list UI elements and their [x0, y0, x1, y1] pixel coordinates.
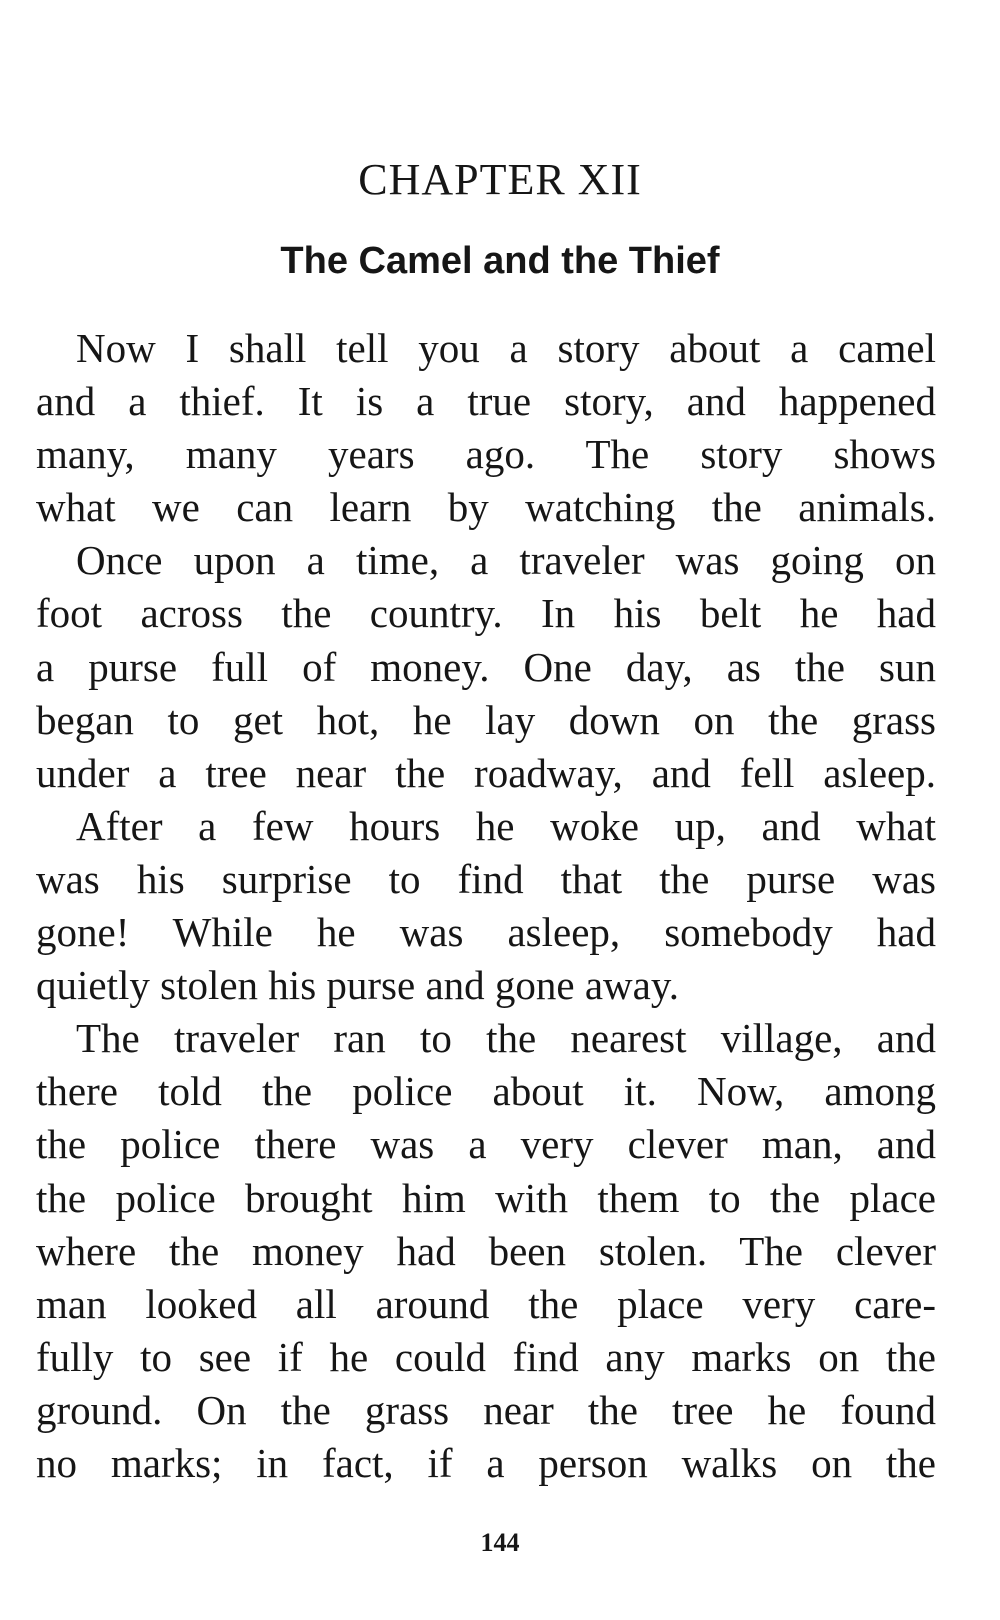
text-line: man looked all around the place very care- [36, 1280, 936, 1327]
paragraph [36, 1012, 936, 1490]
text-line: what we can learn by watching the animals. [36, 484, 936, 531]
text-line: no marks; in fact, if a person walks on the [36, 1439, 936, 1486]
text-line: quietly stolen his purse and gone away. [36, 962, 679, 1009]
text-line: where the money had been stolen. The clever [36, 1227, 936, 1274]
text-line: gone! While he was asleep, somebody had [36, 909, 936, 956]
chapter-title: The Camel and the Thief [280, 240, 720, 282]
body-text [36, 322, 936, 1490]
text-line: Now I shall tell you a story about a camel [76, 325, 936, 371]
text-line: under a tree near the roadway, and fell asleep. [36, 749, 936, 796]
text-line: the police there was a very clever man, and [36, 1121, 936, 1168]
text-line: was his surprise to find that the purse was [36, 855, 936, 902]
text-line: the police brought him with them to the place [36, 1174, 936, 1221]
page-number: 144 [480, 1528, 520, 1557]
text-line: and a thief. It is a true story, and happened [36, 378, 936, 425]
chapter-heading: CHAPTER XII [358, 155, 642, 204]
text-line: there told the police about it. Now, among [36, 1068, 936, 1115]
text-line: Once upon a time, a traveler was going on [76, 537, 936, 584]
text-line: began to get hot, he lay down on the grass [36, 696, 936, 743]
text-line: ground. On the grass near the tree he found [36, 1386, 936, 1433]
text-line: The traveler ran to the nearest village, and [76, 1015, 936, 1062]
text-line: foot across the country. In his belt he had [36, 590, 936, 637]
paragraph [36, 800, 936, 1012]
text-line: a purse full of money. One day, as the sun [36, 643, 936, 690]
paragraph [36, 322, 936, 534]
text-line: After a few hours he woke up, and what [76, 802, 936, 849]
text-line: many, many years ago. The story shows [36, 431, 936, 478]
paragraph [36, 534, 936, 799]
text-line: fully to see if he could find any marks on the [36, 1333, 936, 1380]
